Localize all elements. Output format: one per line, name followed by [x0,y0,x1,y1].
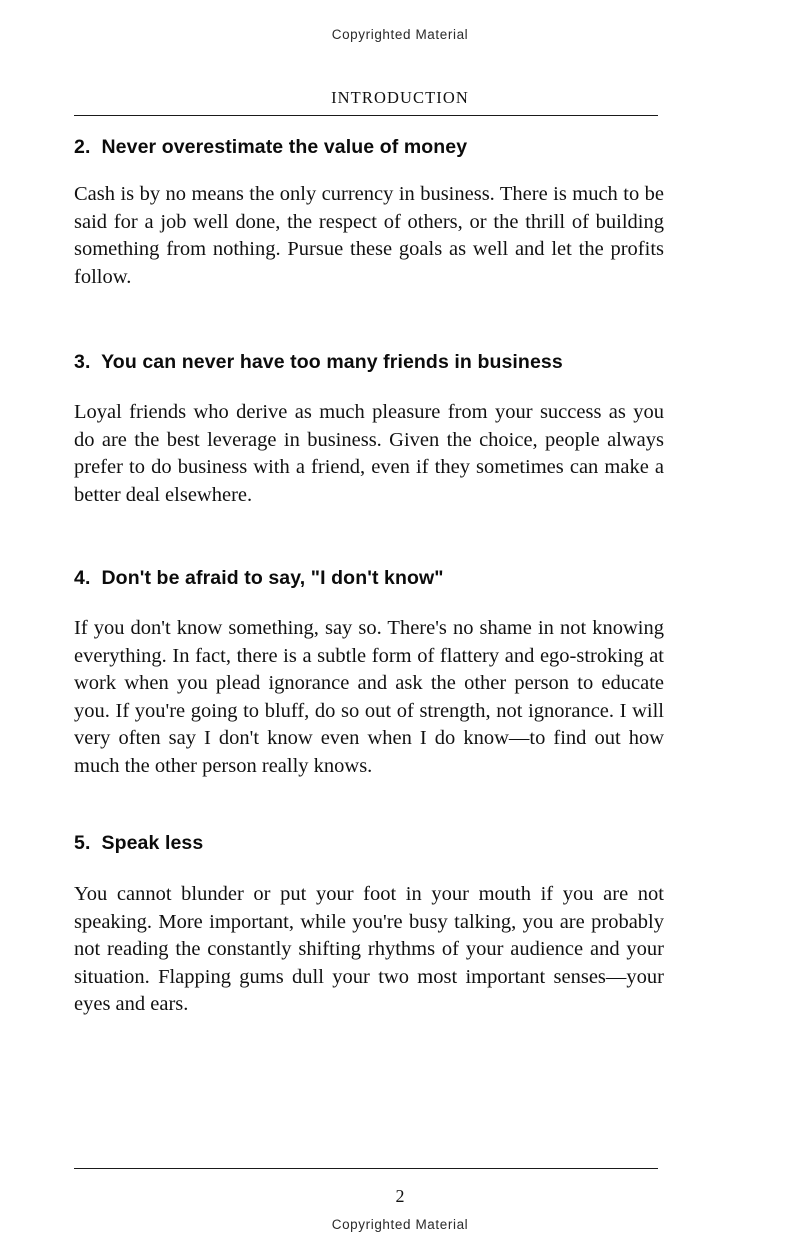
item-body: Loyal friends who derive as much pleasure from your success as you do are the best leverage in business. Given the choice, people always prefer to do business with a friend, even if they sometimes can make a better deal elsewhere. [74,401,664,506]
copyright-watermark-top: Copyrighted Material [331,27,469,42]
spacer [74,590,664,615]
spacer [74,855,664,881]
running-head: INTRODUCTION [331,88,469,107]
list-item [74,351,664,509]
header-rule [74,115,658,116]
item-body: Cash is by no means the only currency in business. There is much to be said for a job well done, the respect of others, or the thrill of building something from nothing. Pursue these goals as well and let the profits follow. [74,183,664,288]
item-heading: 2. Never overestimate the value of money [74,136,468,158]
copyright-watermark-bottom: Copyrighted Material [331,1217,469,1232]
list-item [74,832,664,1019]
spacer [74,159,664,181]
page-content [74,136,664,1019]
item-heading: 3. You can never have too many friends in business [74,351,563,373]
list-item [74,567,664,780]
spacer [74,780,664,832]
spacer [74,509,664,567]
item-heading: 4. Don't be afraid to say, "I don't know" [74,567,444,589]
item-body: You cannot blunder or put your foot in your mouth if you are not speaking. More important, while you're busy talking, you are probably not reading the constantly shifting rhythms of your audience and your situation. Flapping gums dull your two most important senses—your eyes and ears. [74,883,664,1015]
item-heading: 5. Speak less [74,832,204,854]
spacer [74,374,664,399]
footer-rule [74,1168,658,1169]
page-number: 2 [395,1186,405,1206]
spacer [74,291,664,351]
item-body: If you don't know something, say so. There's no shame in not knowing everything. In fact, there is a subtle form of flattery and ego-stroking at work when you plead ignorance and ask the other person to educate you. If you're going to bluff, do so out of strength, not ignorance. I will very often say I don't know even when I do know—to find out how much the other person really knows. [74,617,664,777]
list-item [74,136,664,291]
